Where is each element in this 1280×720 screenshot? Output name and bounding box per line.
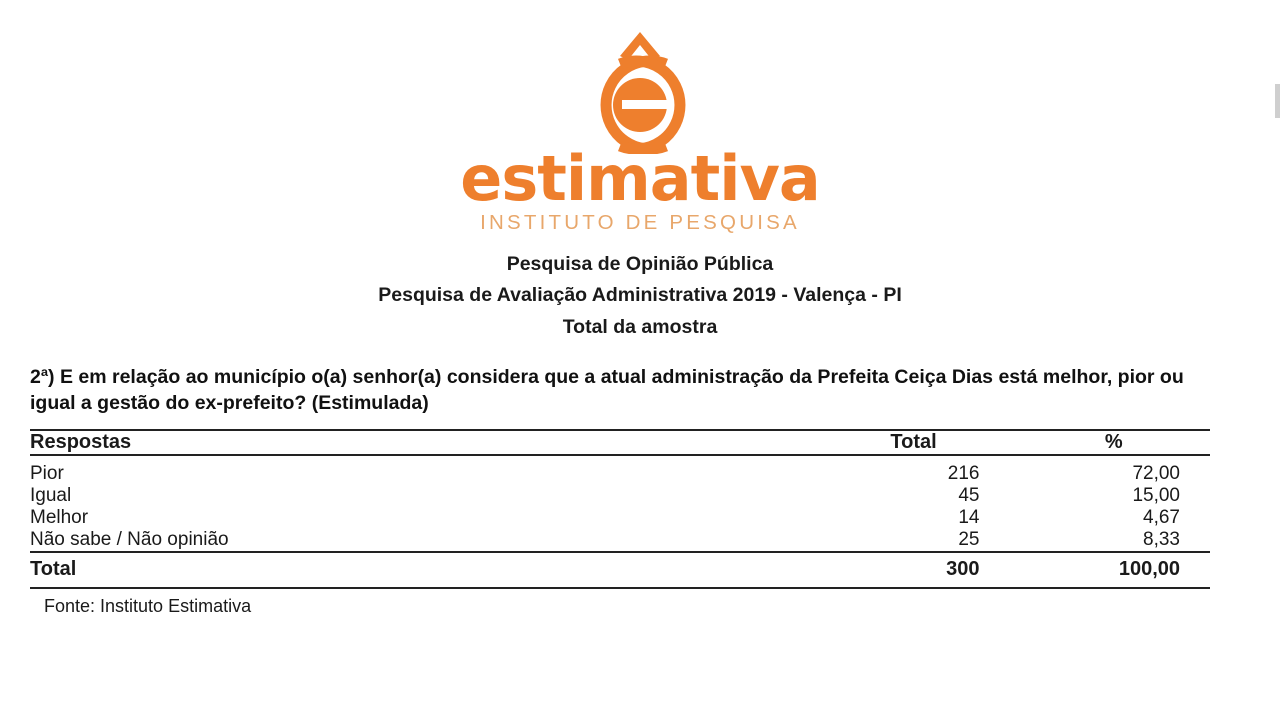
table-row — [30, 507, 1210, 529]
table-header-row — [30, 430, 1210, 455]
row-percent: 4,67 — [1143, 507, 1180, 529]
report-title-primary: Pesquisa de Opinião Pública — [506, 252, 774, 275]
row-percent: 72,00 — [1132, 463, 1180, 485]
report-header — [30, 249, 1250, 344]
table-row — [30, 529, 1210, 552]
report-title-sample: Total da amostra — [562, 316, 718, 339]
source-note: Fonte: Instituto Estimativa — [44, 596, 252, 617]
row-percent: 15,00 — [1132, 485, 1180, 507]
row-label: Melhor — [30, 507, 89, 529]
column-header-respostas: Respostas — [30, 430, 810, 455]
report-title-secondary: Pesquisa de Avaliação Administrativa 2019 - Valença - PI — [378, 284, 902, 307]
table-row — [30, 485, 1210, 507]
results-table — [30, 429, 1210, 589]
logo-tagline: INSTITUTO DE PESQUISA — [480, 210, 800, 234]
table-total-row — [30, 552, 1210, 588]
row-label: Pior — [30, 463, 64, 485]
row-total: 216 — [947, 463, 980, 485]
row-total: 25 — [958, 529, 980, 551]
logo-wordmark: estimativa — [460, 142, 820, 215]
row-label: Não sabe / Não opinião — [30, 529, 229, 551]
scrollbar-edge[interactable] — [1275, 84, 1280, 118]
row-percent: 8,33 — [1143, 529, 1180, 551]
logo-block — [30, 0, 1250, 235]
row-label: Igual — [30, 485, 72, 507]
column-header-percent: % — [1018, 430, 1211, 455]
row-total: 45 — [958, 485, 980, 507]
total-label: Total — [30, 552, 810, 588]
total-percent: 100,00 — [1018, 552, 1211, 588]
estimativa-circle-e-icon — [470, 26, 810, 154]
column-header-total: Total — [810, 430, 1018, 455]
question-text: 2ª) E em relação ao município o(a) senhor(a) considera que a atual administração da Prefeita Ceiça Dias está melhor, pior ou igual a gestão do ex-prefeito? (Estimulada) — [30, 365, 1184, 414]
table-row — [30, 455, 1210, 485]
row-total: 14 — [958, 507, 980, 529]
total-count: 300 — [810, 552, 1018, 588]
